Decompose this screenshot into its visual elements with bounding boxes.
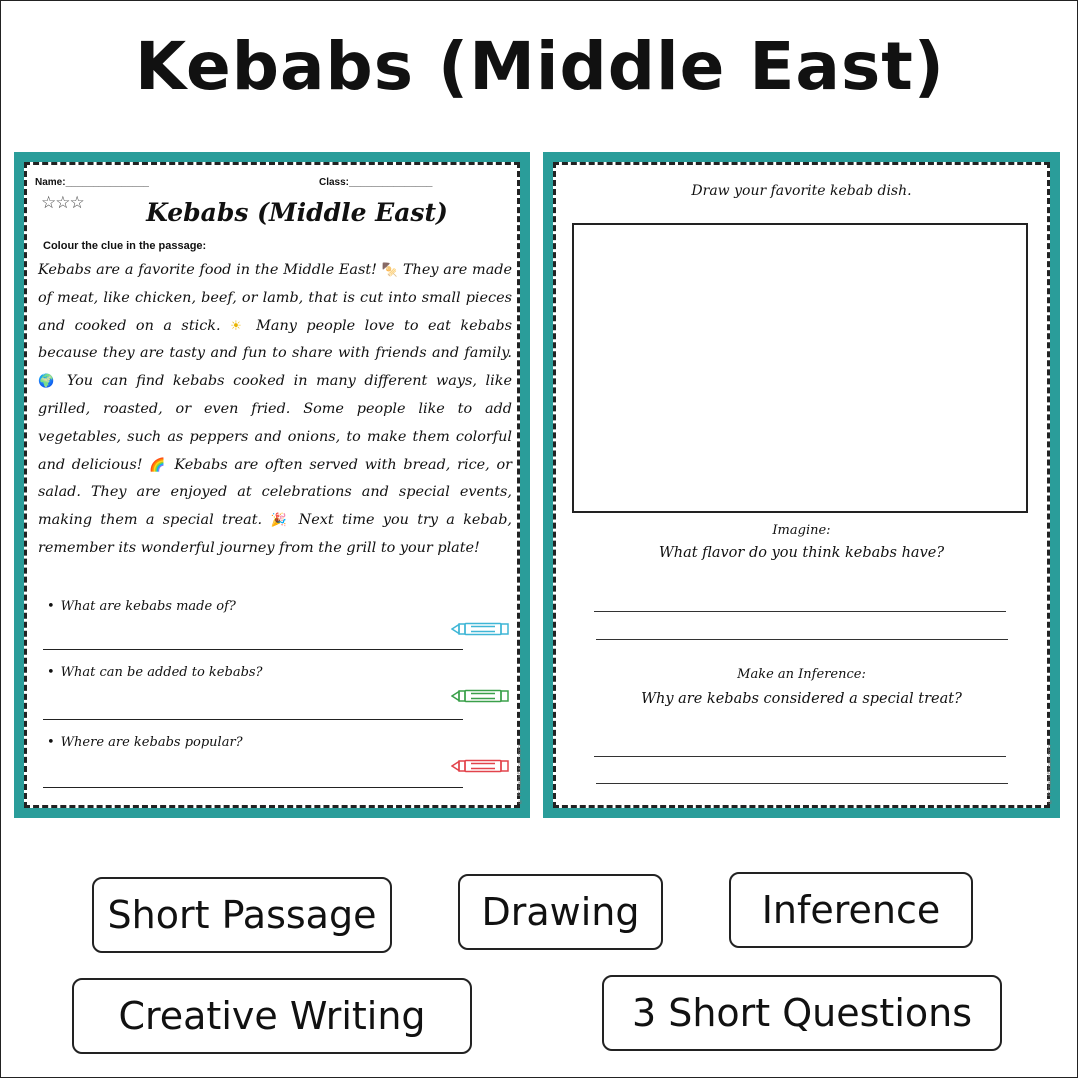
imagine-answer-line-1[interactable] xyxy=(594,611,1006,612)
tag-drawing: Drawing xyxy=(458,874,663,950)
copyright-text: © PrintableBazaar.com xyxy=(517,745,523,804)
inference-answer-line-2[interactable] xyxy=(596,783,1008,784)
passage-text: Next time you try a kebab, remember its wonderful journey from the grill to your plate! xyxy=(38,512,513,556)
blue-crayon-icon xyxy=(451,621,509,635)
inference-question: Why are kebabs considered a special treat? xyxy=(641,691,962,707)
instruction-text: Colour the clue in the passage: xyxy=(43,240,207,252)
passage-text: Kebabs are often served with bread, rice, or salad. They are enjoyed at celebrations and special events, making them a special treat. xyxy=(38,456,513,529)
drawing-instruction: Draw your favorite kebab dish. xyxy=(691,183,912,199)
page-title: Kebabs (Middle East) xyxy=(135,28,945,105)
tag-inference: Inference xyxy=(729,872,973,948)
worksheet-page xyxy=(24,162,523,808)
red-crayon-icon xyxy=(451,758,509,772)
drawing-box[interactable] xyxy=(572,223,1028,513)
imagine-label: Imagine: xyxy=(772,523,831,538)
question-1: • What are kebabs made of? xyxy=(47,599,236,614)
passage-text: They are made of meat, like chicken, beef, or lamb, that is cut into small pieces and cooked on a stick. xyxy=(38,262,512,334)
question-2: • What can be added to kebabs? xyxy=(47,665,263,680)
passage-text: Many people love to eat kebabs because they are tasty and fun to share with friends and family. xyxy=(38,317,513,362)
passage-text: Kebabs are a favorite food in the Middle East! xyxy=(38,262,382,278)
question-1-text: What are kebabs made of? xyxy=(60,599,236,614)
rating-stars-icon: ☆☆☆ xyxy=(41,193,84,213)
question-3: • Where are kebabs popular? xyxy=(47,735,243,750)
globe-icon: 🌍 xyxy=(38,374,59,390)
worksheet-title: Kebabs (Middle East) xyxy=(146,198,448,227)
copyright-text: © PrintableBazaar.com xyxy=(1047,745,1053,804)
tag-creative-writing: Creative Writing xyxy=(72,978,472,1054)
reading-worksheet xyxy=(14,152,530,818)
green-crayon-icon xyxy=(451,688,509,702)
sun-icon: ☀ xyxy=(230,318,247,334)
answer-line-3[interactable] xyxy=(43,787,463,788)
question-3-text: Where are kebabs popular? xyxy=(60,735,243,750)
imagine-answer-line-2[interactable] xyxy=(596,639,1008,640)
reading-passage xyxy=(38,257,512,563)
answer-line-1[interactable] xyxy=(43,649,463,650)
inference-label: Make an Inference: xyxy=(737,667,866,682)
tag-3-short-questions: 3 Short Questions xyxy=(602,975,1002,1051)
drawing-worksheet xyxy=(543,152,1060,818)
name-field-label: Name:_______________ xyxy=(35,177,149,188)
rainbow-icon: 🌈 xyxy=(149,457,168,473)
class-field-label: Class:_______________ xyxy=(319,177,433,188)
tag-short-passage: Short Passage xyxy=(92,877,392,953)
imagine-question: What flavor do you think kebabs have? xyxy=(658,545,945,561)
passage-text: You can find kebabs cooked in many different ways, like grilled, roasted, or even fried. Some people like to add vegetables, such as peppers and onions, to make them colorful and delicious! xyxy=(38,373,512,473)
kebab-icon: 🍢 xyxy=(381,263,399,278)
answer-line-2[interactable] xyxy=(43,719,463,720)
question-2-text: What can be added to kebabs? xyxy=(60,665,263,680)
drawing-page xyxy=(553,162,1053,808)
party-popper-icon: 🎉 xyxy=(270,513,291,529)
inference-answer-line-1[interactable] xyxy=(594,756,1006,757)
